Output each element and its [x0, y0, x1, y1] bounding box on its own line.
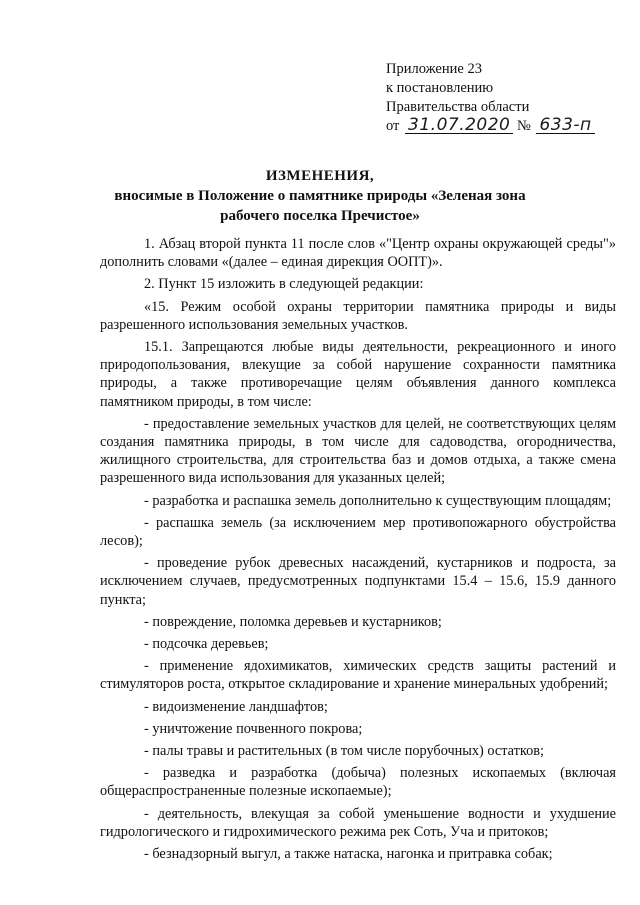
- handwritten-number: 633-п: [536, 117, 594, 134]
- list-item: - деятельность, влекущая за собой уменьшение водности и ухудшение гидрологического и гидрохимического режима рек Соть, Уча и притоков;: [100, 805, 616, 840]
- list-item: - предоставление земельных участков для целей, не соответствующих целям создания памятника природы, в том числе для садоводства, огородничества, жилищного строительства, для строительства баз и домов отдыха, а также смена разрешенного вида использования для указанных целей;: [100, 415, 616, 487]
- from-label: от: [386, 118, 400, 134]
- list-item: - применение ядохимикатов, химических средств защиты растений и стимуляторов роста, открытое складирование и хранение минеральных удобрений;: [100, 658, 616, 693]
- appendix-date-line: [386, 117, 626, 136]
- list-item: - распашка земель (за исключением мер противопожарного обустройства лесов);: [100, 514, 616, 550]
- list-item: - палы травы и растительных (в том числе порубочных) остатков;: [144, 743, 544, 760]
- handwritten-date: 31.07.2020: [405, 117, 513, 134]
- appendix-block: [386, 60, 626, 136]
- paragraph: 1. Абзац второй пункта 11 после слов «"Центр охраны окружающей среды"» дополнить словами «(далее – единая дирекция ООПТ)».: [100, 236, 616, 271]
- list-item: - уничтожение почвенного покрова;: [144, 720, 363, 737]
- document-title: [84, 166, 556, 226]
- title-heading: ИЗМЕНЕНИЯ,: [265, 168, 375, 184]
- paragraph: 15.1. Запрещаются любые виды деятельности, рекреационного и иного природопользования, влекущие за собой нарушение сохранности памятника природы, а также противоречащие целям объявления данного комплекса памятником природы, в том числе:: [100, 339, 616, 410]
- number-label: №: [517, 118, 531, 134]
- title-subtitle: вносимые в Положение о памятнике природы «Зеленая зона рабочего поселка Пречистое»: [114, 188, 526, 224]
- list-item: - подсочка деревьев;: [144, 636, 269, 653]
- list-item: - безнадзорный выгул, а также натаска, нагонка и притравка собак;: [144, 846, 553, 863]
- paragraph: 2. Пункт 15 изложить в следующей редакции:: [144, 276, 424, 293]
- appendix-issuer: Правительства области: [386, 99, 530, 115]
- list-item: - разработка и распашка земель дополнительно к существующим площадям;: [144, 492, 612, 509]
- paragraph: «15. Режим особой охраны территории памятника природы и виды разрешенного использования земельных участков.: [100, 298, 616, 333]
- list-item: - проведение рубок древесных насаждений, кустарников и подроста, за исключением случаев, предусмотренных подпунктами 15.4 – 15.6, 15.9 данного пункта;: [100, 555, 616, 608]
- appendix-reference: к постановлению: [386, 80, 494, 96]
- document-body: [100, 235, 616, 867]
- list-item: - повреждение, поломка деревьев и кустарников;: [144, 613, 442, 630]
- list-item: - разведка и разработка (добыча) полезных ископаемых (включая общераспространенные полезные ископаемые);: [100, 765, 616, 800]
- list-item: - видоизменение ландшафтов;: [144, 698, 328, 715]
- appendix-title: Приложение 23: [386, 61, 482, 77]
